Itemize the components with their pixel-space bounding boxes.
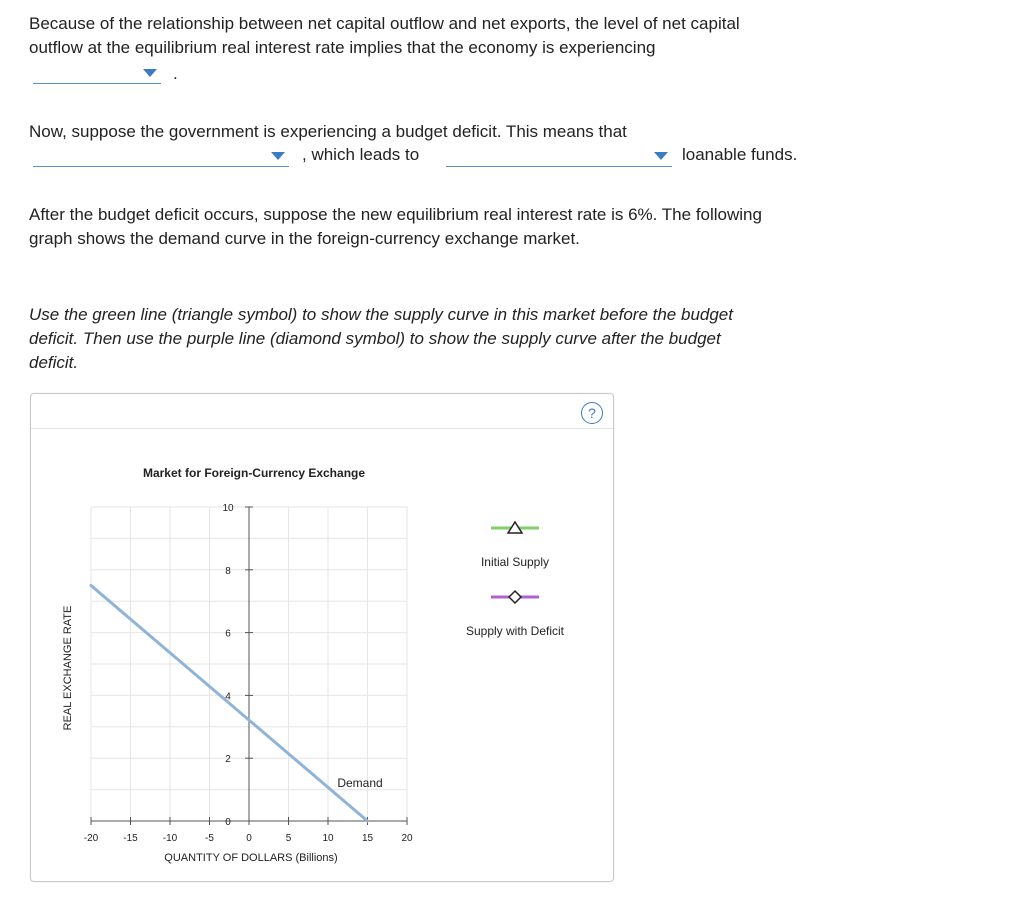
question-2-mid-text: , which leads to [302,145,420,164]
question-1-period: . [173,64,178,83]
y-tick-label: 8 [225,565,231,577]
x-tick-label: 10 [322,833,334,844]
x-tick-label: 0 [246,833,252,844]
question-2-end-text: loanable funds. [682,145,798,164]
supply-deficit-tool[interactable] [491,591,539,603]
x-tick-label: 20 [401,833,413,844]
initial-supply-label: Initial Supply [480,555,550,569]
question-2-line-1: Now, suppose the government is experiencing a budget deficit. This means that [29,122,627,141]
x-tick-label: 5 [285,833,292,844]
y-tick-label: 10 [222,503,234,514]
y-tick-label: 2 [225,754,231,766]
demand-label: Demand [337,776,383,790]
x-tick-label: -15 [123,833,138,844]
chevron-down-icon [271,152,285,160]
question-3-line-2: graph shows the demand curve in the foreign-currency exchange market. [29,229,580,248]
diamond-icon [509,591,521,603]
supply-deficit-label: Supply with Deficit [465,624,565,638]
graph-panel [30,393,614,882]
help-icon[interactable]: ? [581,402,603,424]
demand-curve [91,586,368,822]
loanable-funds-dropdown[interactable] [446,144,672,167]
y-tick-label: 6 [225,628,231,640]
chart-ticks [84,503,413,844]
y-tick-label: 0 [225,817,231,828]
chart-title: Market for Foreign-Currency Exchange [142,466,366,480]
trade-dropdown[interactable] [33,61,161,84]
question-1-line-1: Because of the relationship between net capital outflow and net exports, the level of net capital [29,14,740,33]
question-1-text [29,12,740,60]
exchange-market-chart[interactable] [31,394,613,881]
question-3-text [29,203,762,251]
x-tick-label: 15 [361,833,374,844]
y-tick-label: 4 [225,691,231,703]
chevron-down-icon [654,152,668,160]
initial-supply-tool[interactable] [491,522,539,533]
instructions-line-3: deficit. [29,353,79,372]
chart-series [91,586,368,822]
instructions-text [29,303,733,375]
x-tick-label: -10 [162,833,178,844]
x-axis-label: QUANTITY OF DOLLARS (Billions) [164,852,338,864]
chevron-down-icon [143,69,157,77]
instructions-line-1: Use the green line (triangle symbol) to show the supply curve in this market before the budget [29,305,733,324]
x-tick-label: -5 [205,833,214,844]
question-1-line-2: outflow at the equilibrium real interest rate implies that the economy is experiencing [29,38,656,57]
y-axis-label: REAL EXCHANGE RATE [62,605,74,731]
deficit-effect-dropdown[interactable] [33,144,289,167]
x-tick-label: -20 [83,833,99,844]
question-3-line-1: After the budget deficit occurs, suppose the new equilibrium real interest rate is 6%. The following [29,205,762,224]
instructions-line-2: deficit. Then use the purple line (diamond symbol) to show the supply curve after the budget [29,329,721,348]
